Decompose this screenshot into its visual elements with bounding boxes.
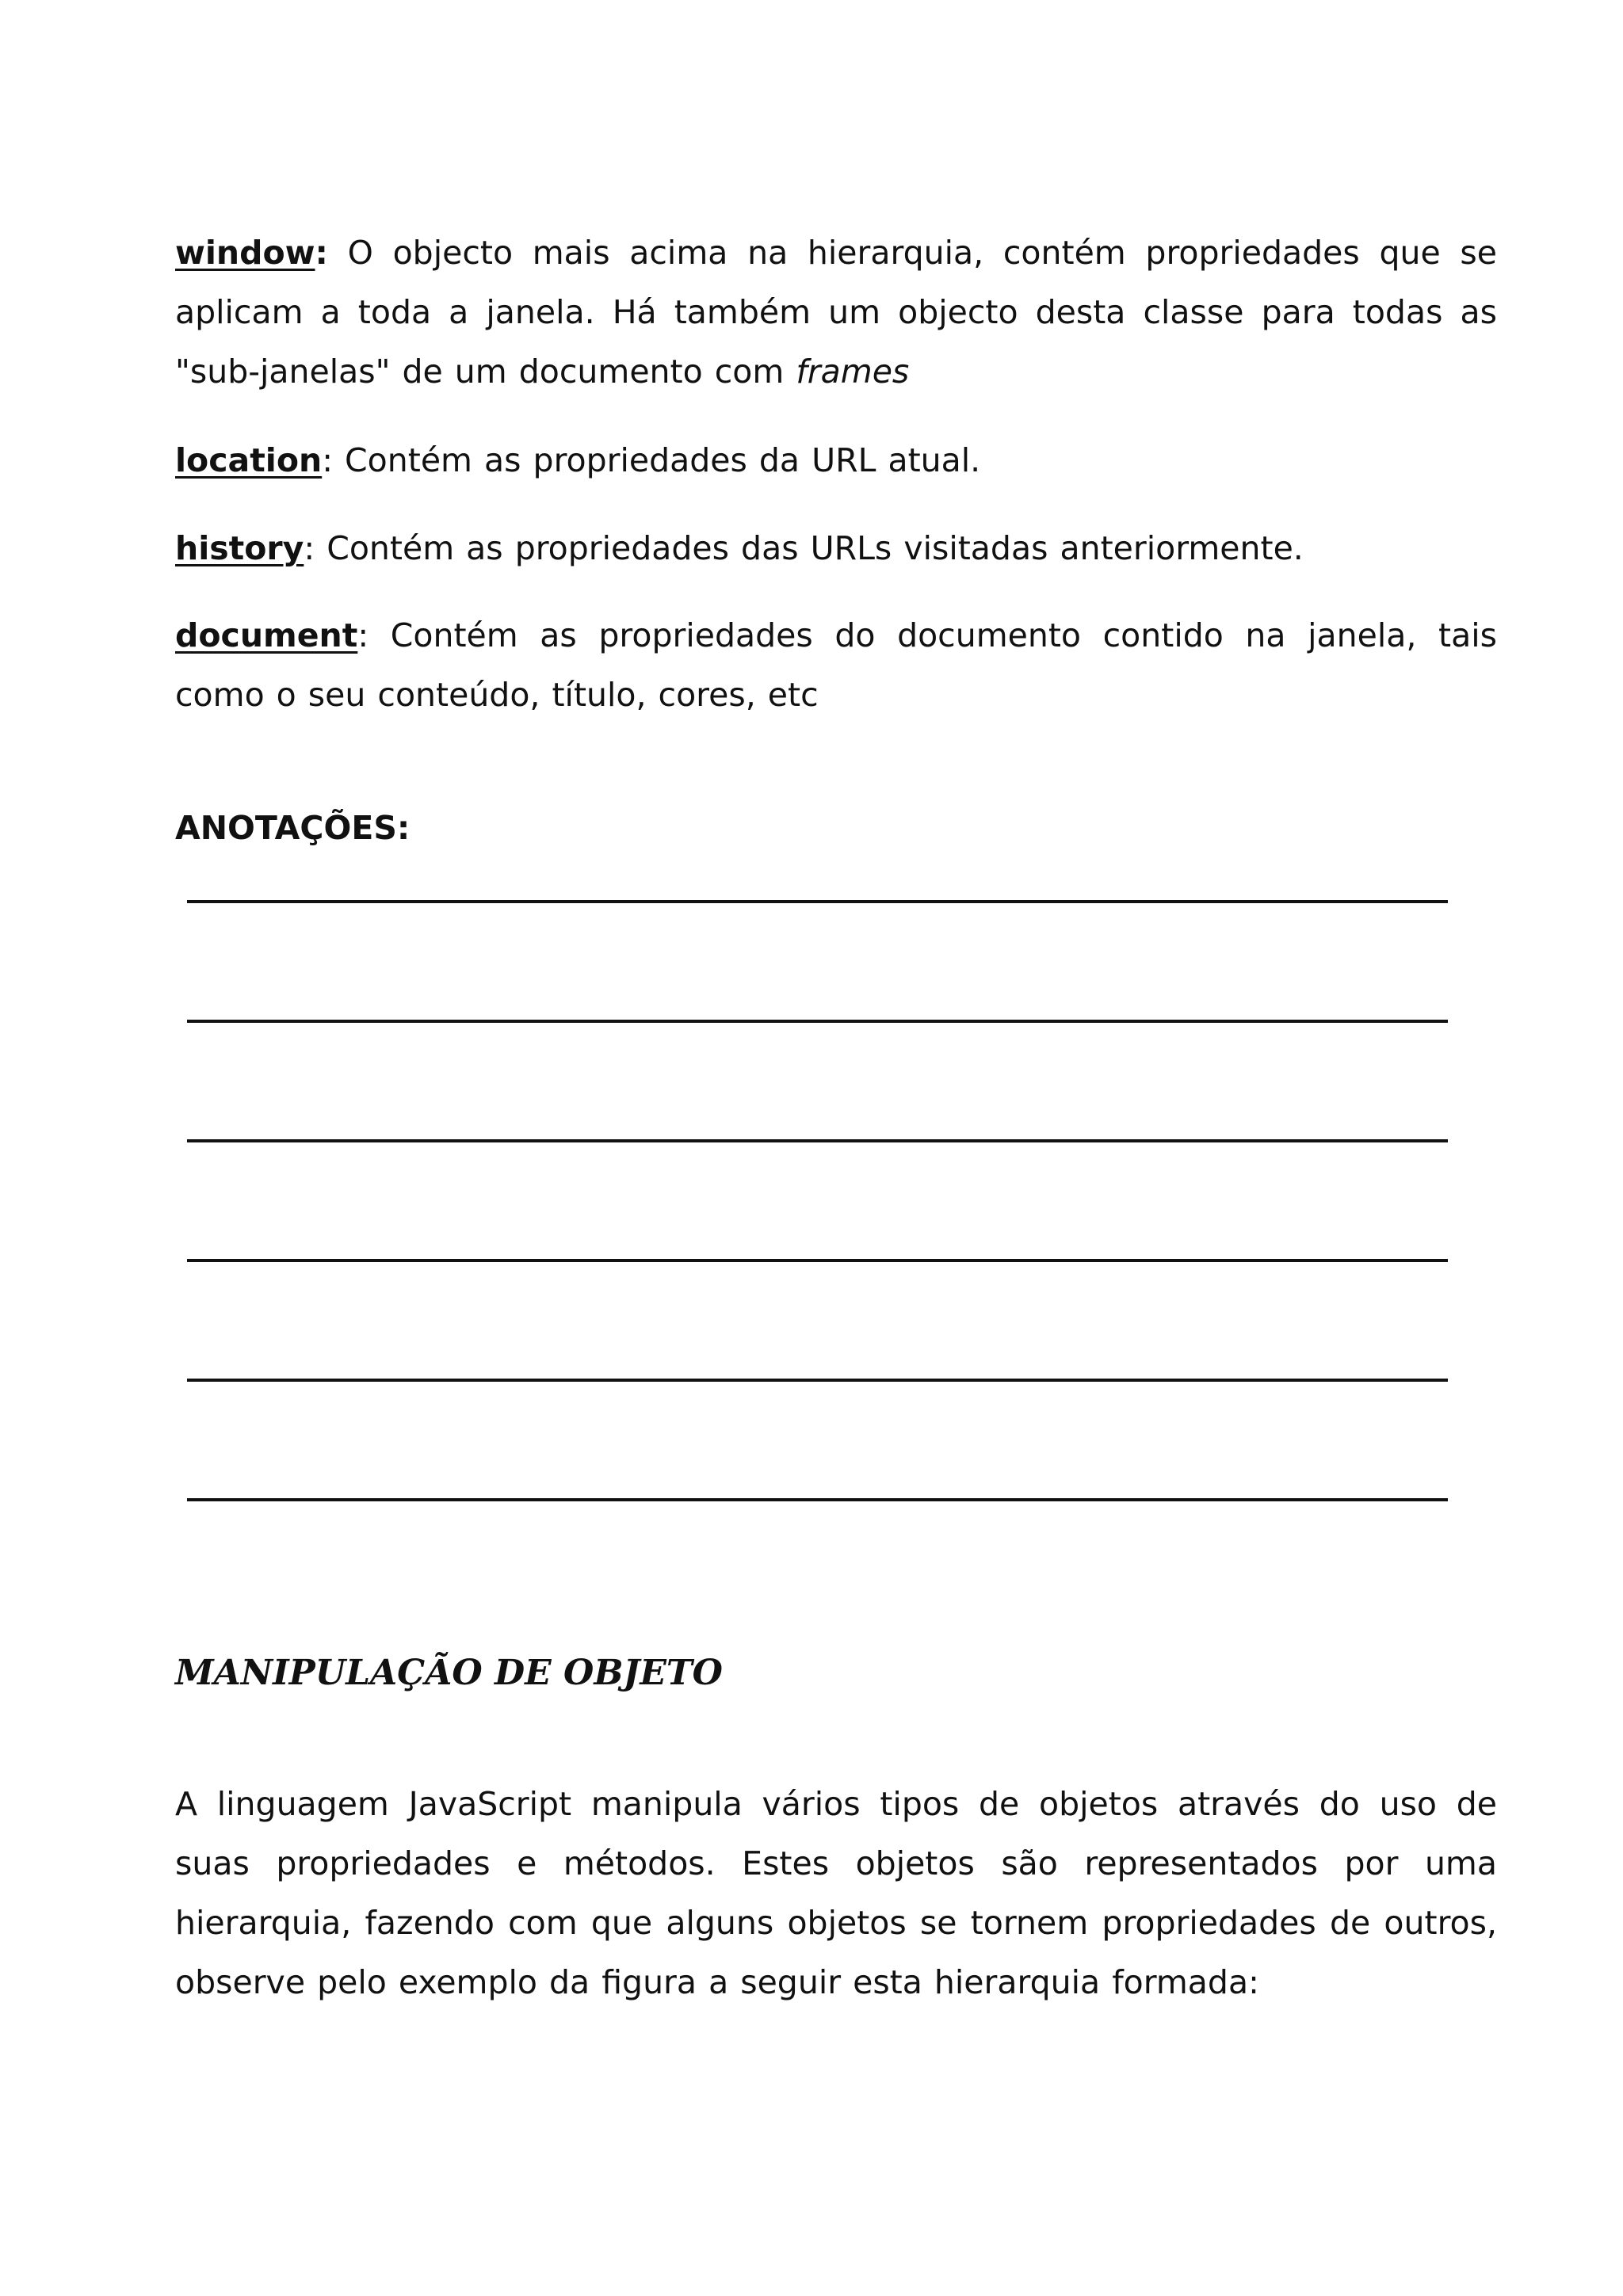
term-document: document xyxy=(175,616,358,654)
definition-document xyxy=(175,606,1497,725)
definition-location xyxy=(175,431,1497,490)
definition-location-text: : Contém as propriedades da URL atual. xyxy=(322,441,981,479)
term-window-colon: : xyxy=(315,234,328,272)
notes-line xyxy=(187,1020,1448,1023)
section-body: A linguagem JavaScript manipula vários tipos de objetos através do uso de suas propriedades e métodos. Estes objetos são representados por uma hierarquia, fazendo com que alguns objetos se tornem propriedades de outros, observe pelo exemplo da figura a seguir esta hierarquia formada: xyxy=(175,1785,1497,2001)
definition-window xyxy=(175,223,1497,402)
notes-line xyxy=(187,1379,1448,1382)
notes-line xyxy=(187,1139,1448,1142)
definition-history xyxy=(175,519,1497,578)
term-history: history xyxy=(175,529,304,567)
term-window: window xyxy=(175,234,315,272)
notes-line xyxy=(187,1259,1448,1262)
section-title: MANIPULAÇÃO DE OBJETO xyxy=(175,1653,723,1693)
definition-window-emphasis: frames xyxy=(796,353,910,391)
notes-line xyxy=(187,900,1448,903)
definition-window-text: O objecto mais acima na hierarquia, contém propriedades que se aplicam a toda a janela. Há também um objecto desta classe para todas as "sub-janelas" de um documento com xyxy=(175,234,1497,391)
term-location: location xyxy=(175,441,323,479)
notes-line xyxy=(187,1498,1448,1501)
notes-heading: ANOTAÇÕES: xyxy=(175,809,411,847)
definition-history-text: : Contém as propriedades das URLs visitadas anteriormente. xyxy=(304,529,1304,567)
definition-document-text: : Contém as propriedades do documento contido na janela, tais como o seu conteúdo, título, cores, etc xyxy=(175,616,1497,714)
